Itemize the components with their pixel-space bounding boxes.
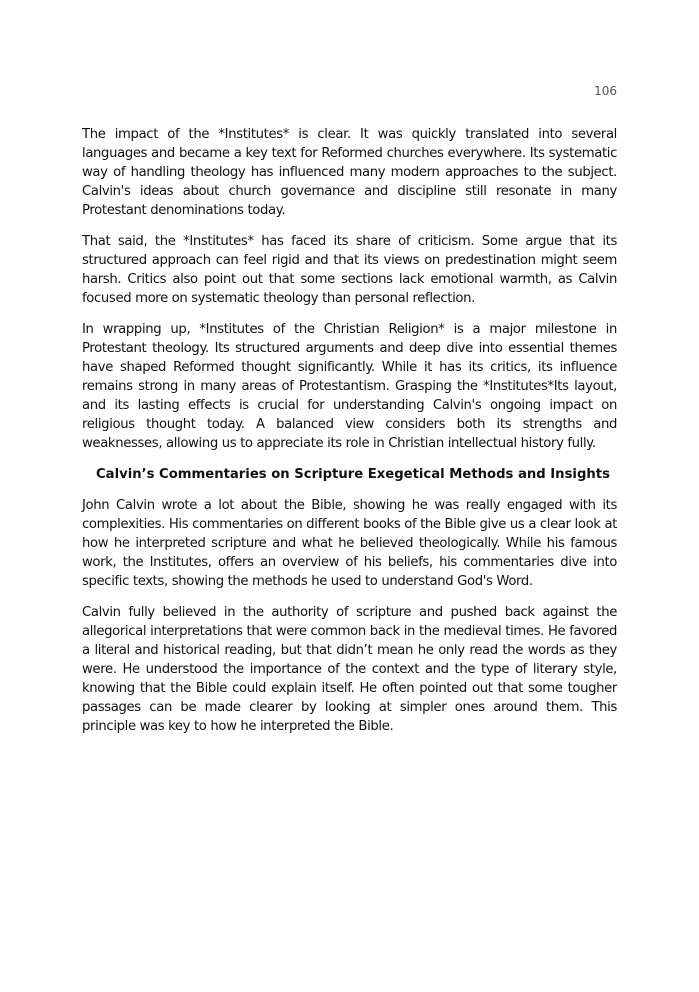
paragraph-commentaries-methods: Calvin fully believed in the authority of scripture and pushed back against the allegorical interpretations that were common back in the medieval times. He favored a literal and historical reading, but that didn’t mean he only read the words as they were. He understood the importance of the context and the type of literary style, knowing that the Bible could explain itself. He often pointed out that some tougher passages can be made clearer by looking at simpler ones around them. This principle was key to how he interpreted the Bible.	[82, 605, 617, 734]
document-body	[82, 125, 617, 748]
section-heading: Calvin’s Commentaries on Scripture Exegetical Methods and Insights	[96, 467, 610, 482]
page-number: 106	[594, 84, 617, 98]
paragraph-institutes-impact: The impact of the *Institutes* is clear. It was quickly translated into several languages and became a key text for Reformed churches everywhere. Its systematic way of handling theology has influenced many modern approaches to the subject. Calvin's ideas about church governance and discipline still resonate in many Protestant denominations today.	[82, 127, 617, 218]
paragraph-institutes-conclusion: In wrapping up, *Institutes of the Christian Religion* is a major milestone in Protestant theology. Its structured arguments and deep dive into essential themes have shaped Reformed thought significantly. While it has its critics, its influence remains strong in many areas of Protestantism. Grasping the *Institutes*Its layout, and its lasting effects is crucial for understanding Calvin's ongoing impact on religious thought today. A balanced view considers both its strengths and weaknesses, allowing us to appreciate its role in Christian intellectual history fully.	[82, 322, 617, 451]
paragraph-commentaries-intro: John Calvin wrote a lot about the Bible, showing he was really engaged with its complexities. His commentaries on different books of the Bible give us a clear look at how he interpreted scripture and what he believed theologically. While his famous work, the Institutes, offers an overview of his beliefs, his commentaries dive into specific texts, showing the methods he used to understand God's Word.	[82, 498, 617, 589]
paragraph-institutes-criticism: That said, the *Institutes* has faced its share of criticism. Some argue that its structured approach can feel rigid and that its views on predestination might seem harsh. Critics also point out that some sections lack emotional warmth, as Calvin focused more on systematic theology than personal reflection.	[82, 234, 617, 306]
